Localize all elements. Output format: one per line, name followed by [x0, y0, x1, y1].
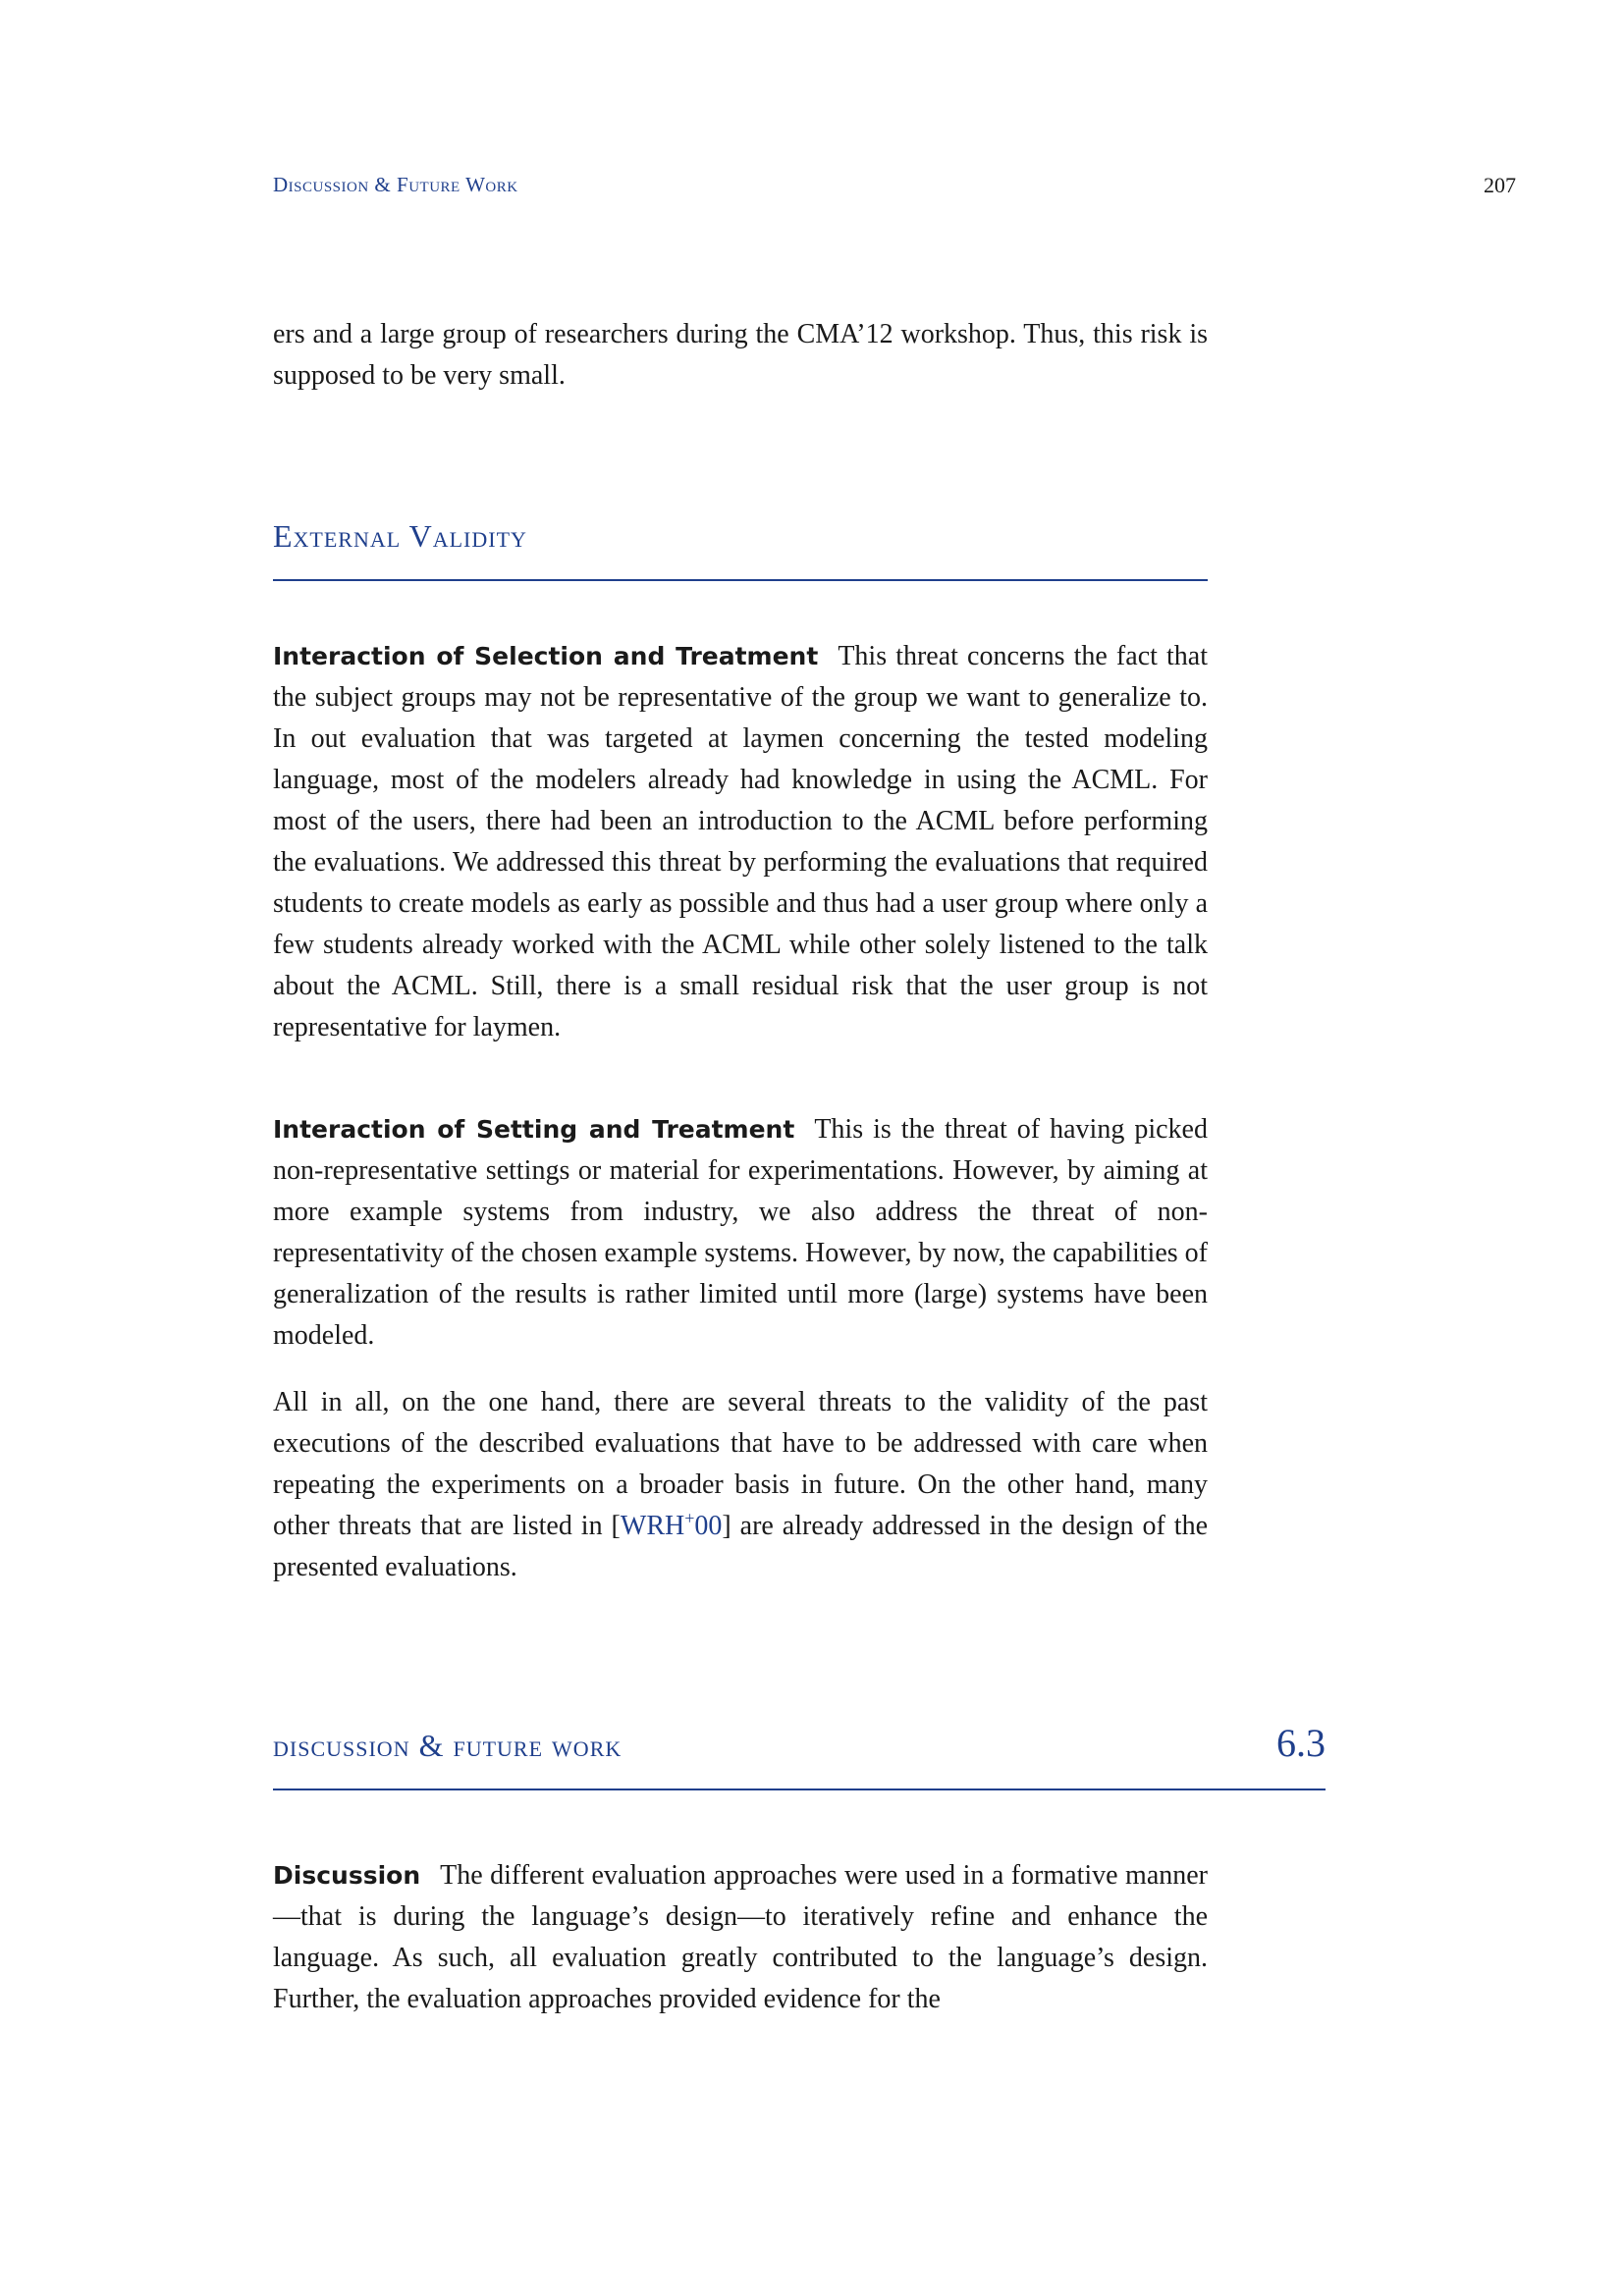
- selection-treatment-paragraph: [273, 636, 1208, 1048]
- subsection-heading: [273, 518, 1208, 555]
- discussion-paragraph: [273, 1855, 1208, 2020]
- page-number: 207: [1484, 173, 1516, 197]
- intro-paragraph: ers and a large group of researchers during the CMA’12 workshop. Thus, this risk is supposed to be very small.: [273, 319, 1208, 391]
- setting-treatment-label: Interaction of Setting and Treatment: [273, 1115, 795, 1144]
- summary-block: [273, 1382, 1208, 1588]
- citation-link[interactable]: WRH+00: [620, 1508, 723, 1541]
- section-rule: [273, 1789, 1326, 1790]
- discussion-label: Discussion: [273, 1861, 421, 1890]
- selection-treatment-text: This threat concerns the fact that the subject groups may not be representative of the group we want to generalize to. In out evaluation that was targeted at laymen concerning the tested modeling language, most of the modelers already had knowledge in using the ACML. For most of the users, there had been an introduction to the ACML before performing the evaluations. We addressed this threat by performing the evaluations that required students to create models as early as possible and thus had a user group where only a few students already worked with the ACML while other solely listened to the talk about the ACML. Still, there is a small residual risk that the user group is not representative for laymen.: [273, 641, 1208, 1042]
- summary-text-before: All in all, on the one hand, there are several threats to the validity of the past executions of the described evaluations that have to be addressed with care when repeating the experiments on a broader basis in future. On the other hand, many other threats that are listed in [: [273, 1387, 1208, 1541]
- section-number: 6.3: [1276, 1721, 1326, 1765]
- discussion-text: The different evaluation approaches were used in a formative manner—that is during the language’s design—to iteratively refine and enhance the language. As such, all evaluation greatly contributed to the language’s design. Further, the evaluation approaches provided evidence for the: [273, 1860, 1208, 2014]
- setting-treatment-text: This is the threat of having picked non-representative settings or material for experimentations. However, by aiming at more example systems from industry, we also address the threat of non-representativity of the chosen example systems. However, by now, the capabilities of generalization of the results is rather limited until more (large) systems have been modeled.: [273, 1114, 1208, 1351]
- subsection-title-external-validity: External Validity: [273, 518, 527, 554]
- summary-text-after: ] are already addressed in the design of the presented evaluations.: [273, 1511, 1208, 1582]
- summary-paragraph: [273, 1382, 1208, 1588]
- section-title: discussion & future work: [273, 1728, 623, 1763]
- setting-treatment-paragraph: [273, 1109, 1208, 1357]
- setting-treatment-block: [273, 1109, 1208, 1357]
- intro-block: [273, 314, 1208, 397]
- discussion-block: [273, 1855, 1208, 2020]
- running-header: Discussion & Future Work: [273, 173, 518, 196]
- selection-treatment-block: [273, 636, 1208, 1048]
- selection-treatment-label: Interaction of Selection and Treatment: [273, 642, 819, 670]
- subsection-rule: [273, 579, 1208, 581]
